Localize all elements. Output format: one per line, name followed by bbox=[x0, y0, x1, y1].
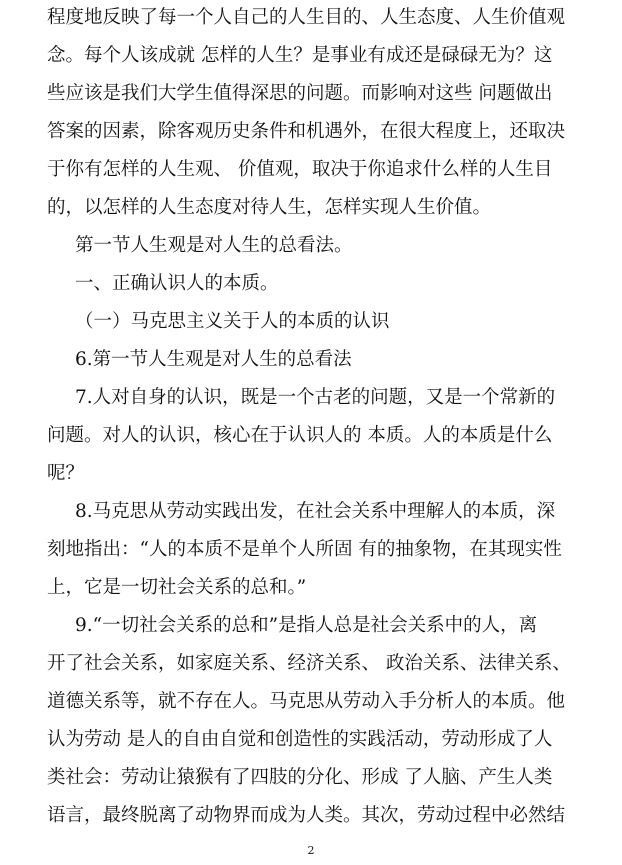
text-line: 认为劳动 是人的自由自觉和创造性的实践活动，劳动形成了人 bbox=[47, 729, 553, 750]
text-line: 些应该是我们大学生值得深思的问题。而影响对这些 问题做出 bbox=[47, 83, 553, 104]
text-line: 程度地反映了每一个人自己的人生目的、人生态度、人生价值观 bbox=[47, 7, 566, 28]
subsection-heading: 一、正确认识人的本质。 bbox=[75, 273, 279, 294]
text-line: 的，以怎样的人生态度对待人生，怎样实现人生价值。 bbox=[47, 197, 492, 218]
subsection-heading: （一）马克思主义关于人的本质的认识 bbox=[75, 311, 390, 332]
numbered-item: 8.马克思从劳动实践出发，在社会关系中理解人的本质，深 bbox=[75, 501, 556, 522]
text-line: 于你有怎样的人生观、 价值观，取决于你追求什么样的人生目 bbox=[47, 159, 553, 180]
text-line: 呢？ bbox=[47, 463, 85, 484]
section-heading: 第一节人生观是对人生的总看法。 bbox=[75, 235, 353, 256]
page-number: 2 bbox=[307, 844, 315, 857]
numbered-item: 7.人对自身的认识，既是一个古老的问题，又是一个常新的 bbox=[75, 387, 556, 408]
text-line: 上，它是一切社会关系的总和。” bbox=[47, 577, 307, 598]
text-line: 念。每个人该成就 怎样的人生？是事业有成还是碌碌无为？这 bbox=[47, 45, 553, 66]
text-line: 道德关系等，就不存在人。马克思从劳动入手分析人的本质。他 bbox=[47, 691, 566, 712]
numbered-item: 9.“一切社会关系的总和”是指人总是社会关系中的人，离 bbox=[75, 615, 538, 636]
text-line: 开了社会关系，如家庭关系、经济关系、 政治关系、法律关系、 bbox=[47, 653, 571, 674]
text-line: 答案的因素，除客观历史条件和机遇外，在很大程度上，还取决 bbox=[47, 121, 566, 142]
text-line: 刻地指出：“人的本质不是单个人所固 有的抽象物，在其现实性 bbox=[47, 539, 562, 560]
text-line: 语言，最终脱离了动物界而成为人类。其次，劳动过程中必然结 bbox=[47, 805, 566, 826]
numbered-item: 6.第一节人生观是对人生的总看法 bbox=[75, 349, 352, 370]
text-line: 问题。对人的认识，核心在于认识人的 本质。人的本质是什么 bbox=[47, 425, 553, 446]
text-line: 类社会：劳动让猿猴有了四肢的分化、形成 了人脑、产生人类 bbox=[47, 767, 553, 788]
